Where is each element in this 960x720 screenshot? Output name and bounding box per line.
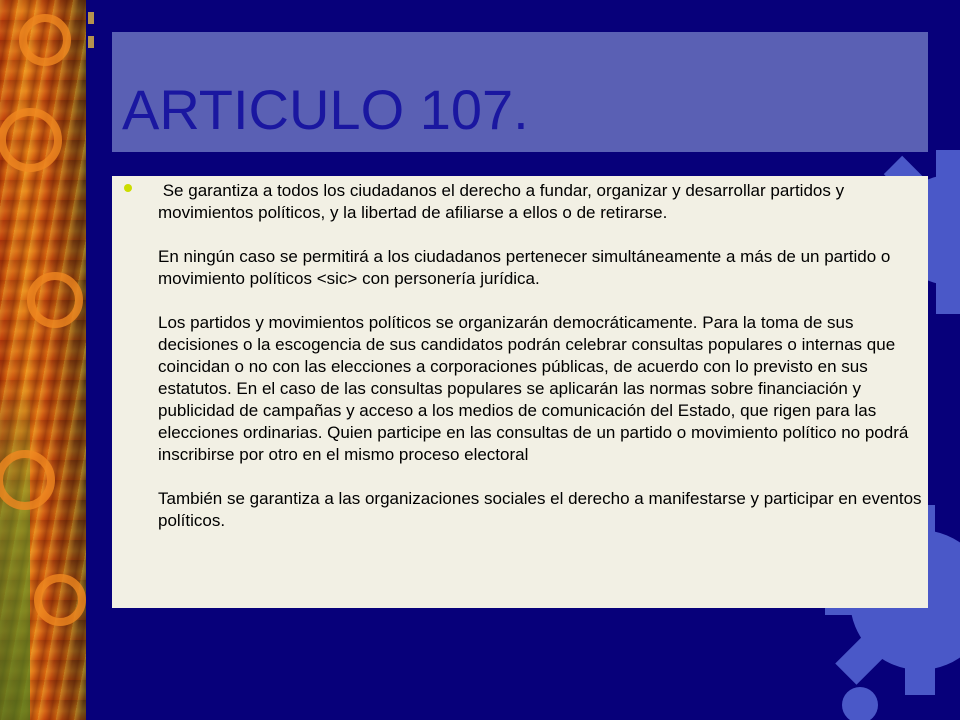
bullet-icon: [124, 184, 132, 192]
paragraph: Los partidos y movimientos políticos se organizarán democráticamente. Para la toma de sus decisiones o la escogencia de sus candidatos podrán celebrar consultas populares o internas que coincidan o no con las elecciones a corporaciones públicas, de acuerdo con lo previsto en sus estatutos. En el caso de las consultas populares se aplicarán las normas sobre financiación y publicidad de campañas y acceso a los medios de comunicación del Estado, que rigen para las elecciones ordinarias. Quien participe en las consultas de un partido o movimiento político no podrá inscribirse por otro en el mismo proceso electoral: [158, 313, 909, 464]
title-bar: [112, 32, 928, 152]
gear-icon: [0, 18, 82, 622]
paragraph: También se garantiza a las organizaciones sociales el derecho a manifestarse y participar en eventos políticos.: [158, 489, 922, 530]
paragraph: En ningún caso se permitirá a los ciudadanos pertenecer simultáneamente a más de un partido o movimiento políticos <sic> con personería jurídica.: [158, 247, 891, 288]
slide-title: ARTICULO 107.: [122, 78, 529, 141]
gear-icon: [842, 687, 878, 720]
content-text: [158, 180, 928, 620]
paragraph: Se garantiza a todos los ciudadanos el derecho a fundar, organizar y desarrollar partidos y movimientos políticos, y la libertad de afiliarse a ellos o de retirarse.: [158, 181, 845, 222]
left-gear-decoration: [0, 0, 110, 720]
